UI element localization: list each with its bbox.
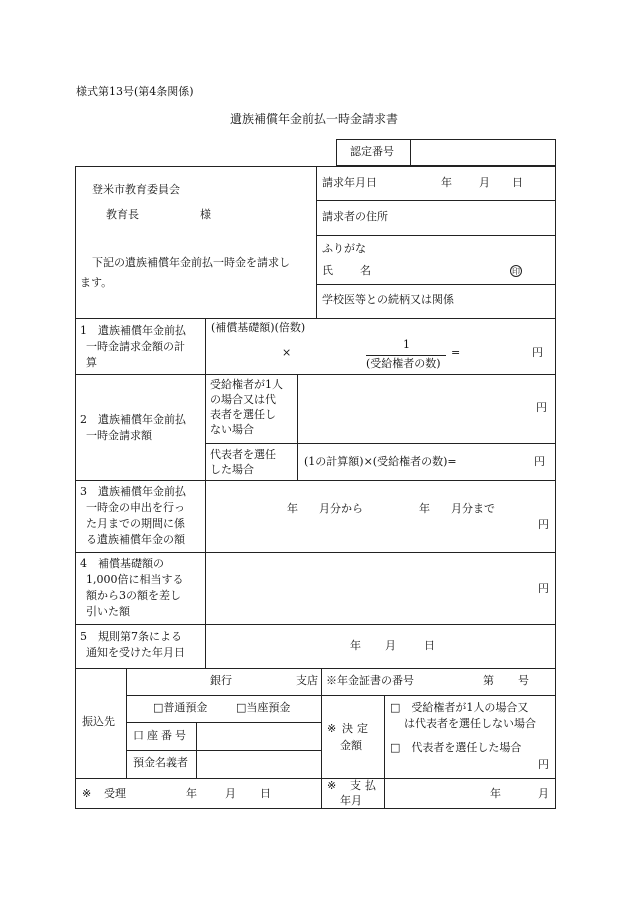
row2-sub1-line2: の場合又は代 (210, 393, 276, 406)
received-month: 月 (225, 787, 236, 800)
decided-yen: 円 (538, 758, 549, 771)
row3-label-line2: 一時金の申出を行っ (86, 501, 185, 514)
single-recipient-option[interactable]: □ 受給権者が1人の場合又 (390, 701, 529, 714)
row2-formula2: (1の計算額)×(受給権者の数)= (304, 455, 457, 468)
row1-times: × (282, 346, 292, 359)
addressee-org: 登米市教育委員会 (92, 183, 180, 196)
row5-label-line1: 5 規則第7条による (80, 630, 182, 643)
form-number: 様式第13号(第4条関係) (76, 85, 194, 98)
relation-label: 学校医等との続柄又は関係 (322, 293, 454, 306)
received-mark: ※ (82, 787, 92, 800)
bank-label: 銀行 (210, 674, 232, 687)
claim-date-year: 年 (441, 176, 452, 189)
name-label-1: 氏 (322, 264, 333, 277)
row1-yen: 円 (532, 346, 543, 359)
pension-cert-go: 号 (518, 674, 529, 687)
row2-label-line2: 一時金請求額 (86, 429, 152, 442)
account-holder-label: 預金名義者 (133, 756, 188, 769)
row5-month: 月 (385, 639, 396, 652)
fraction-bar (366, 355, 446, 356)
row1-numerator: 1 (403, 338, 410, 351)
row1-label-line3: 算 (86, 356, 97, 369)
received-label: 受理 (104, 787, 126, 800)
decided-label-2: 金額 (340, 739, 362, 752)
row5-label-line2: 通知を受けた年月日 (86, 646, 185, 659)
row2-sub2-line2: した場合 (210, 463, 254, 476)
row2-sub1-line1: 受給権者が1人 (210, 378, 283, 391)
furigana-label: ふりがな (322, 242, 366, 255)
pension-cert-label: ※年金証書の番号 (326, 674, 414, 687)
row3-year-to: 年 (419, 502, 430, 515)
name-label-2: 名 (360, 264, 371, 277)
paid-label-2: 年月 (340, 794, 362, 807)
row3-year-from: 年 (287, 502, 298, 515)
addressee-honorific: 様 (200, 208, 211, 221)
row1-denominator: (受給権者の数) (366, 357, 441, 370)
row2-label-line1: 2 遺族補償年金前払 (80, 413, 186, 426)
ordinary-deposit-checkbox[interactable]: □普通預金 (153, 701, 208, 714)
row4-label-line4: 引いた額 (86, 605, 130, 618)
row1-label-line2: 一時金請求金額の計 (86, 340, 185, 353)
request-text-line2: ます。 (80, 276, 113, 289)
row2-yen1: 円 (536, 401, 547, 414)
row2-yen2: 円 (534, 455, 545, 468)
row1-equals: = (451, 346, 461, 359)
representative-option[interactable]: □ 代表者を選任した場合 (390, 741, 522, 754)
paid-label-1: 支払 (350, 779, 380, 792)
pension-cert-dai: 第 (483, 674, 494, 687)
addressee-person: 教育長 (106, 208, 139, 221)
row1-formula-top: (補償基礎額)(倍数) (211, 321, 306, 334)
claim-date-month: 月 (479, 176, 490, 189)
row4-label-line3: 額から3の額を差し (86, 589, 181, 602)
single-recipient-option-line2: は代表者を選任しない場合 (404, 717, 536, 730)
cert-number-label: 認定番号 (350, 145, 394, 158)
row2-sub1-line4: ない場合 (210, 423, 254, 436)
row4-yen: 円 (538, 582, 549, 595)
claim-date-day: 日 (512, 176, 523, 189)
seal-mark: 印 (512, 267, 520, 276)
current-deposit-checkbox[interactable]: □当座預金 (236, 701, 291, 714)
row3-month-to: 月分まで (451, 502, 495, 515)
branch-label: 支店 (296, 674, 318, 687)
decided-mark: ※ (327, 722, 337, 735)
form-title: 遺族補償年金前払一時金請求書 (230, 112, 399, 126)
row5-day: 日 (424, 639, 435, 652)
row3-month-from: 月分から (319, 502, 363, 515)
row3-label-line3: た月までの期間に係 (86, 517, 185, 530)
decided-label-1: 決定 (342, 722, 372, 735)
row5-year: 年 (350, 639, 361, 652)
paid-year: 年 (490, 787, 501, 800)
row2-sub2-line1: 代表者を選任 (210, 448, 276, 461)
received-year: 年 (186, 787, 197, 800)
transfer-label: 振込先 (82, 715, 115, 728)
request-text-line1: 下記の遺族補償年金前払一時金を請求し (92, 256, 290, 269)
paid-month: 月 (538, 787, 549, 800)
row4-label-line2: 1,000倍に相当する (86, 573, 184, 586)
row2-sub1-line3: 表者を選任し (210, 408, 276, 421)
claim-date-label: 請求年月日 (322, 176, 377, 189)
row3-label-line4: る遺族補償年金の額 (86, 533, 185, 546)
row1-label-line1: 1 遺族補償年金前払 (80, 324, 186, 337)
row3-label-line1: 3 遺族補償年金前払 (80, 485, 186, 498)
account-number-label: 口座番号 (133, 729, 189, 742)
row3-yen: 円 (538, 518, 549, 531)
received-day: 日 (260, 787, 271, 800)
row4-label-line1: 4 補償基礎額の (80, 557, 164, 570)
paid-mark: ※ (327, 779, 337, 792)
claimant-address-label: 請求者の住所 (322, 210, 388, 223)
